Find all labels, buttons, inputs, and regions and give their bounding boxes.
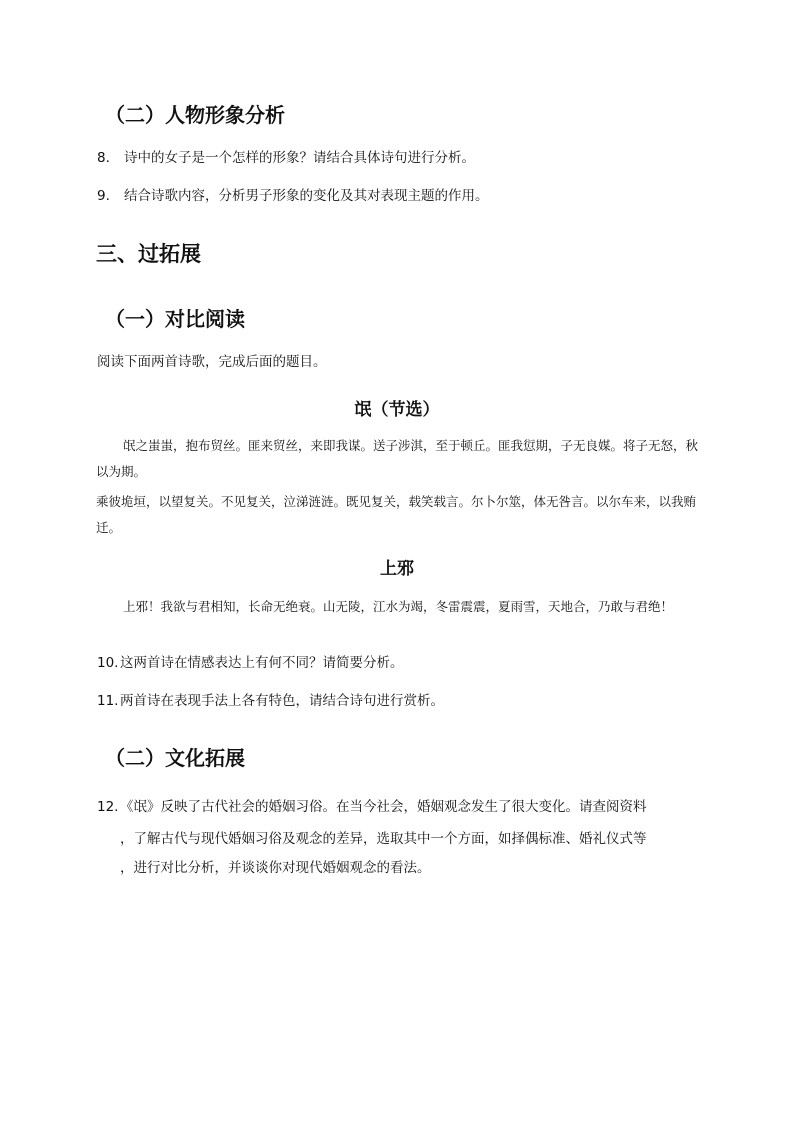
section-heading-comparative-reading: （一）对比阅读 [105,307,245,331]
question-8 [0,148,794,168]
section-heading-extension: 三、过拓展 [96,242,201,266]
question-11 [0,691,794,711]
reading-instructions: 阅读下面两首诗歌，完成后面的题目。 [97,354,327,370]
question-text-line: ，了解古代与现代婚姻习俗及观念的差异，选取其中一个方面，如择偶标准、婚礼仪式等 [120,831,647,847]
question-text: 这两首诗在情感表达上有何不同？请简要分析。 [120,655,404,671]
question-number: 9. [97,188,110,204]
poem-title-mang: 氓（节选） [354,400,440,420]
question-10 [0,653,794,673]
poem-stanza: 乘彼垝垣，以望复关。不见复关，泣涕涟涟。既见复关，载笑载言。尔卜尔筮，体无咎言。以尔车来，以我贿迁。 [96,494,697,535]
question-text: 两首诗在表现手法上各有特色，请结合诗句进行赏析。 [120,693,444,709]
question-number: 10. [97,655,119,671]
section-heading-character-analysis: （二）人物形象分析 [105,103,285,127]
section-heading-cultural-extension: （二）文化拓展 [105,746,245,770]
question-text-line: 《氓》反映了古代社会的婚姻习俗。在当今社会，婚姻观念发生了很大变化。请查阅资料 [120,799,647,815]
question-9 [0,186,794,206]
question-number: 8. [97,150,110,166]
question-number: 11. [97,693,119,709]
question-number: 12. [97,799,119,815]
poem-body-shangxie [96,594,700,620]
poem-stanza: 氓之蚩蚩，抱布贸丝。匪来贸丝，来即我谋。送子涉淇，至于顿丘。匪我愆期，子无良媒。将子无怒，秋以为期。 [96,438,699,479]
question-text-line: ，进行对比分析，并谈谈你对现代婚姻观念的看法。 [120,860,431,876]
question-text: 诗中的女子是一个怎样的形象？请结合具体诗句进行分析。 [124,150,475,166]
question-text: 结合诗歌内容，分析男子形象的变化及其对表现主题的作用。 [124,188,489,204]
poem-title-shangxie: 上邪 [380,559,414,579]
poem-stanza: 上邪！我欲与君相知，长命无绝衰。山无陵，江水为竭，冬雷震震，夏雨雪，天地合，乃敢与君绝！ [123,599,674,614]
poem-body-mang [96,433,700,541]
